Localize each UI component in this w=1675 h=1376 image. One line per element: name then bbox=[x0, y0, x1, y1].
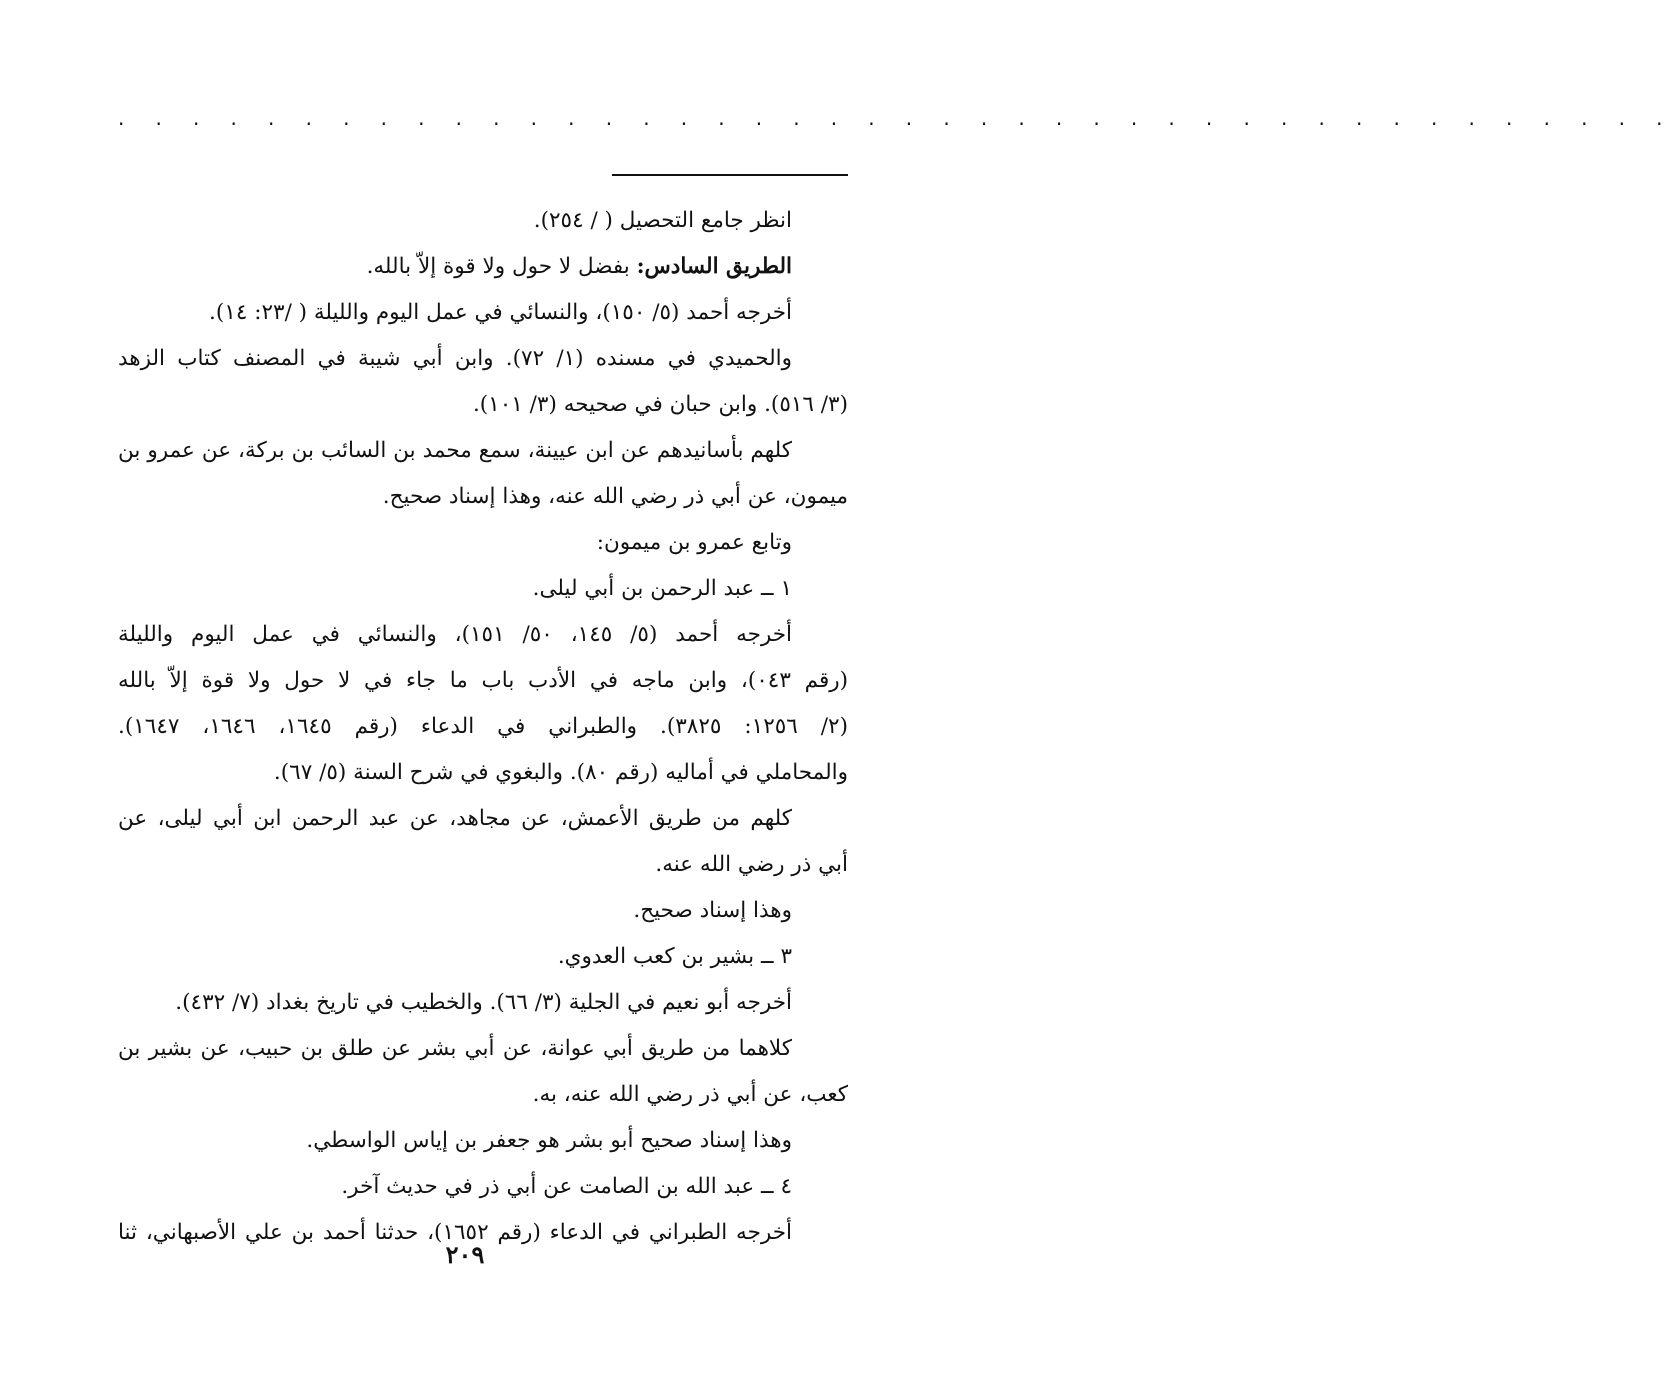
text-line bbox=[118, 428, 848, 474]
text-line bbox=[118, 566, 848, 612]
text-line bbox=[118, 1164, 848, 1210]
text-line bbox=[118, 980, 848, 1026]
page-number: ٢٠٩ bbox=[445, 1240, 485, 1269]
line-text: (٢/ ١٢٥٦: ٣٨٢٥). والطبراني في الدعاء (رقم ١٦٤٥، ١٦٤٦، ١٦٤٧). bbox=[118, 714, 848, 739]
line-text: أخرجه أحمد (٥/ ١٥٠)، والنسائي في عمل اليوم والليلة ( /٢٣: ١٤). bbox=[209, 300, 792, 325]
text-line bbox=[118, 474, 848, 520]
line-text: (رقم ٠٤٣)، وابن ماجه في الأدب باب ما جاء في لا حول ولا قوة إلاّ بالله bbox=[118, 668, 848, 693]
line-text: وهذا إسناد صحيح أبو بشر هو جعفر بن إياس الواسطي. bbox=[306, 1128, 792, 1153]
line-text: أخرجه الطبراني في الدعاء (رقم ١٦٥٢)، حدثنا أحمد بن علي الأصبهاني، ثنا bbox=[118, 1220, 792, 1245]
text-line bbox=[118, 612, 848, 658]
text-line bbox=[118, 1072, 848, 1118]
line-text: انظر جامع التحصيل ( / ٢٥٤). bbox=[533, 208, 792, 233]
text-line bbox=[118, 290, 848, 336]
text-line bbox=[118, 198, 848, 244]
line-text: كلهم من طريق الأعمش، عن مجاهد، عن عبد الرحمن ابن أبي ليلى، عن bbox=[118, 806, 792, 831]
line-text: أبي ذر رضي الله عنه. bbox=[655, 852, 848, 877]
main-text bbox=[118, 198, 848, 1256]
text-line bbox=[118, 888, 848, 934]
line-text: أخرجه أبو نعيم في الجلية (٣/ ٦٦). والخطيب في تاريخ بغداد (٧/ ٤٣٢). bbox=[175, 990, 792, 1015]
line-text: (٣/ ٥١٦). وابن حبان في صحيحه (٣/ ١٠١). bbox=[472, 392, 848, 417]
text-line bbox=[118, 1026, 848, 1072]
line-text: وتابع عمرو بن ميمون: bbox=[596, 530, 792, 555]
line-text: والمحاملي في أماليه (رقم ٨٠). والبغوي في شرح السنة (٥/ ٦٧). bbox=[273, 760, 848, 785]
section-heading: الطريق السادس: bbox=[636, 254, 792, 279]
line-text: ٤ ــ عبد الله بن الصامت عن أبي ذر في حديث آخر. bbox=[341, 1174, 792, 1199]
line-text: ١ ــ عبد الرحمن بن أبي ليلى. bbox=[532, 576, 792, 601]
line-text: كلهم بأسانيدهم عن ابن عيينة، سمع محمد بن السائب بن بركة، عن عمرو بن bbox=[118, 438, 792, 463]
text-line bbox=[118, 750, 848, 796]
text-line bbox=[118, 842, 848, 888]
text-line bbox=[118, 704, 848, 750]
separator-dots: . . . . . . . . . . . . . . . . . . . . . . . . . . . . . . . . . . . . . . . . . . bbox=[118, 106, 1675, 130]
line-text: وهذا إسناد صحيح. bbox=[633, 898, 792, 923]
text-line bbox=[118, 244, 848, 290]
line-text: ميمون، عن أبي ذر رضي الله عنه، وهذا إسناد صحيح. bbox=[382, 484, 848, 509]
line-text: كعب، عن أبي ذر رضي الله عنه، به. bbox=[532, 1082, 848, 1107]
line-text: بفضل لا حول ولا قوة إلاّ بالله. bbox=[366, 254, 637, 279]
footnote-rule bbox=[612, 174, 848, 176]
text-line bbox=[118, 796, 848, 842]
line-text: كلاهما من طريق أبي عوانة، عن أبي بشر عن طلق بن حبيب، عن بشير بن bbox=[118, 1036, 792, 1061]
text-line bbox=[118, 934, 848, 980]
text-line bbox=[118, 382, 848, 428]
line-text: أخرجه أحمد (٥/ ١٤٥، ٥٠/ ١٥١)، والنسائي في عمل اليوم والليلة bbox=[118, 622, 793, 647]
line-text: ٣ ــ بشير بن كعب العدوي. bbox=[557, 944, 792, 969]
text-line bbox=[118, 336, 848, 382]
line-text: والحميدي في مسنده (١/ ٧٢). وابن أبي شيبة في المصنف كتاب الزهد bbox=[118, 346, 793, 371]
text-line bbox=[118, 1118, 848, 1164]
text-line bbox=[118, 658, 848, 704]
text-line bbox=[118, 520, 848, 566]
